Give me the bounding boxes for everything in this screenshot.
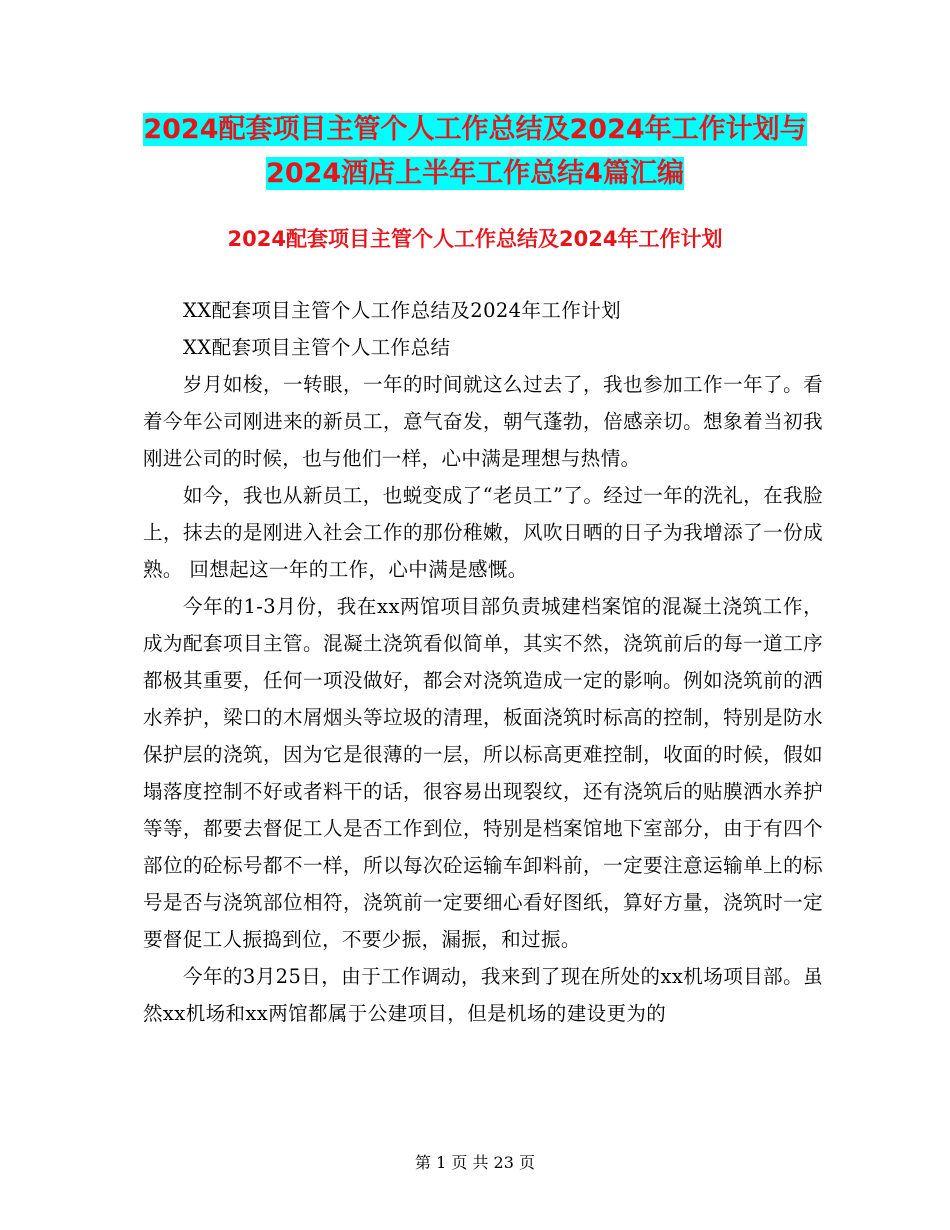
paragraph: XX配套项目主管个人工作总结及2024年工作计划 [183, 299, 621, 322]
paragraph: 今年的1-3月份，我在xx两馆项目部负责城建档案馆的混凝土浇筑工作，成为配套项目主管。混凝土浇筑看似简单，其实不然，浇筑前后的每一道工序都极其重要，任何一项没做好，都会对浇筑造成一定的影响。例如浇筑前的洒水养护，梁口的木屑烟头等垃圾的清理，板面浇筑时标高的控制，特别是防水保护层的浇筑，因为它是很薄的一层，所以标高更难控制，收面的时候，假如塌落度控制不好或者料干的话，很容易出现裂纹，还有浇筑后的贴膜洒水养护等等，都要去督促工人是否工作到位，特别是档案馆地下室部分，由于有四个部位的砼标号都不一样，所以每次砼运输车卸料前，一定要注意运输单上的标号是否与浇筑部位相符，浇筑前一定要细心看好图纸，算好方量，浇筑时一定要督促工人振捣到位，不要少振，漏振，和过振。 [143, 595, 823, 951]
paragraph: XX配套项目主管个人工作总结 [183, 336, 451, 359]
paragraph: 今年的3月25日，由于工作调动，我来到了现在所处的xx机场项目部。虽然xx机场和xx两馆都属于公建项目，但是机场的建设更为的 [143, 965, 823, 1025]
body-text [143, 292, 823, 1032]
paragraph: 如今，我也从新员工，也蜕变成了“老员工”了。经过一年的洗礼，在我脸上，抹去的是刚进入社会工作的那份稚嫩，风吹日晒的日子为我增添了一份成熟。 回想起这一年的工作，心中满是感慨。 [143, 484, 823, 581]
paragraph: 岁月如梭，一转眼，一年的时间就这么过去了，我也参加工作一年了。看着今年公司刚进来的新员工，意气奋发，朝气蓬勃，倍感亲切。想象着当初我刚进公司的时候，也与他们一样，心中满是理想与热情。 [143, 373, 823, 470]
section-title: 2024配套项目主管个人工作总结及2024年工作计划 [227, 227, 723, 251]
page-footer: 第 1 页 共 23 页 [415, 1153, 535, 1172]
main-title-line-1: 2024配套项目主管个人工作总结及2024年工作计划与 [143, 114, 807, 145]
main-title-line-2: 2024酒店上半年工作总结4篇汇编 [266, 158, 684, 189]
